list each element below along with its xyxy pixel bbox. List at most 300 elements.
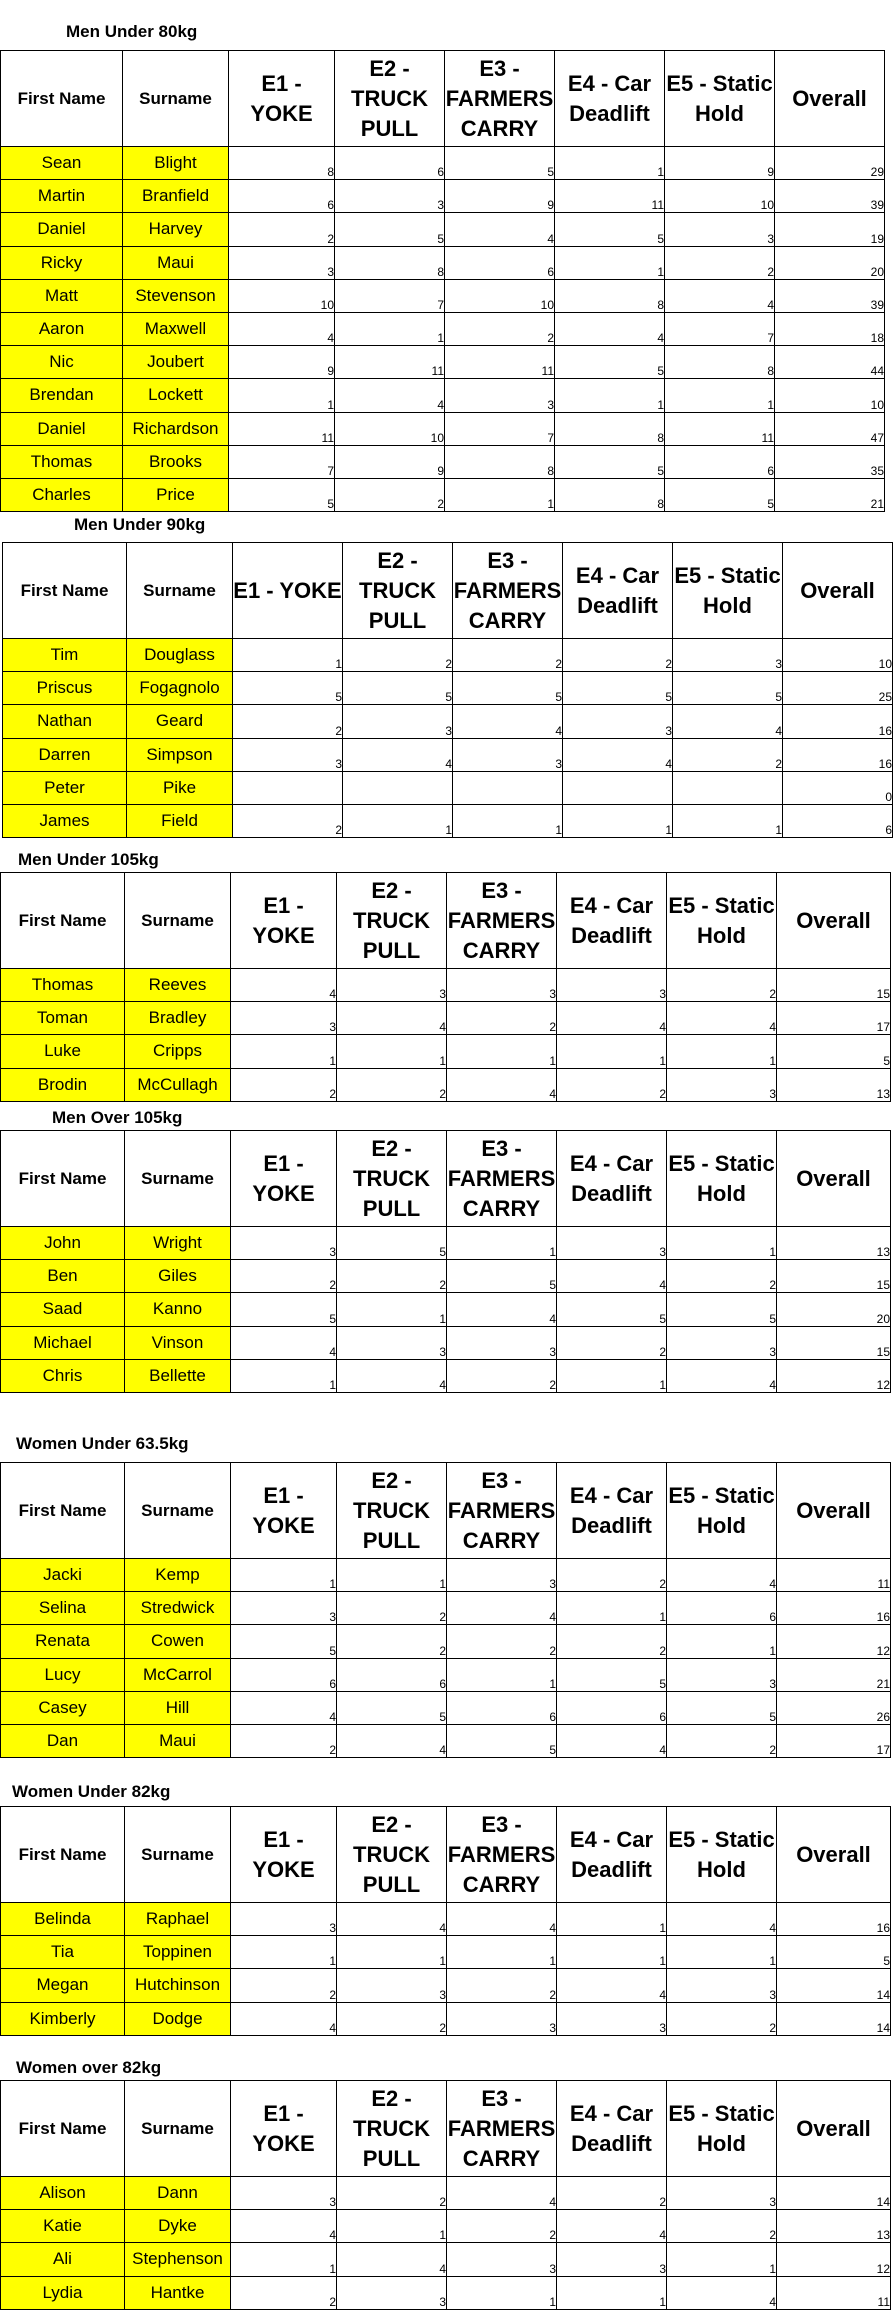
overall-cell: 10 (783, 639, 893, 672)
first-name-cell: Renata (1, 1625, 125, 1658)
overall-cell: 47 (775, 412, 885, 445)
event-score-cell: 1 (343, 804, 453, 837)
table-row (1, 1359, 891, 1392)
event-score-cell: 1 (231, 1035, 337, 1068)
event-score-cell: 2 (337, 1068, 447, 1101)
overall-cell: 16 (777, 1592, 891, 1625)
event-score-cell: 2 (667, 1724, 777, 1757)
event-score-cell: 4 (337, 1359, 447, 1392)
header-e5-static-hold: E5 - Static Hold (665, 51, 775, 147)
table-row (1, 1559, 891, 1592)
event-score-cell: 11 (555, 180, 665, 213)
event-score-cell: 4 (447, 1068, 557, 1101)
table-row (1, 969, 891, 1002)
event-score-cell: 1 (447, 1035, 557, 1068)
overall-cell: 13 (777, 2210, 891, 2243)
first-name-cell: Thomas (1, 445, 123, 478)
header-e3-farmers-carry: E3 - FARMERS CARRY (445, 51, 555, 147)
event-score-cell: 2 (557, 1068, 667, 1101)
table-row (1, 1903, 891, 1936)
event-score-cell: 5 (555, 213, 665, 246)
event-score-cell: 1 (667, 1035, 777, 1068)
event-score-cell: 1 (563, 804, 673, 837)
event-score-cell: 2 (337, 2002, 447, 2035)
results-table (0, 1130, 891, 1393)
overall-cell: 39 (775, 279, 885, 312)
table-row (3, 738, 893, 771)
event-score-cell: 7 (229, 445, 335, 478)
first-name-cell: Daniel (1, 412, 123, 445)
header-e1-yoke: E1 - YOKE (233, 543, 343, 639)
first-name-cell: Ali (1, 2243, 125, 2276)
event-score-cell: 11 (445, 346, 555, 379)
event-score-cell: 2 (337, 1592, 447, 1625)
event-score-cell: 1 (337, 1035, 447, 1068)
header-surname: Surname (125, 873, 231, 969)
event-score-cell: 5 (665, 478, 775, 511)
surname-cell: McCarrol (125, 1658, 231, 1691)
event-score-cell: 5 (667, 1293, 777, 1326)
first-name-cell: Luke (1, 1035, 125, 1068)
event-score-cell: 1 (667, 1936, 777, 1969)
first-name-cell: Aaron (1, 312, 123, 345)
first-name-cell: Ben (1, 1260, 125, 1293)
overall-cell: 15 (777, 969, 891, 1002)
event-score-cell: 1 (231, 1936, 337, 1969)
event-score-cell: 10 (445, 279, 555, 312)
table-row (1, 1658, 891, 1691)
overall-cell: 19 (775, 213, 885, 246)
event-score-cell: 10 (665, 180, 775, 213)
event-score-cell: 4 (557, 2210, 667, 2243)
header-row (3, 543, 893, 639)
surname-cell: Maui (125, 1724, 231, 1757)
event-score-cell: 2 (665, 246, 775, 279)
table-row (1, 445, 885, 478)
header-surname: Surname (125, 2081, 231, 2177)
event-score-cell: 5 (231, 1293, 337, 1326)
event-score-cell: 4 (665, 279, 775, 312)
event-score-cell: 9 (445, 180, 555, 213)
first-name-cell: Tia (1, 1936, 125, 1969)
surname-cell: Cripps (125, 1035, 231, 1068)
event-score-cell: 5 (335, 213, 445, 246)
event-score-cell: 4 (557, 1002, 667, 1035)
surname-cell: Hill (125, 1691, 231, 1724)
event-score-cell: 8 (445, 445, 555, 478)
event-score-cell (673, 771, 783, 804)
header-overall: Overall (783, 543, 893, 639)
first-name-cell: Dan (1, 1724, 125, 1757)
results-table (0, 1806, 891, 2036)
event-score-cell: 4 (229, 312, 335, 345)
event-score-cell (563, 771, 673, 804)
table-row (1, 2210, 891, 2243)
surname-cell: Kanno (125, 1293, 231, 1326)
first-name-cell: Saad (1, 1293, 125, 1326)
event-score-cell: 1 (445, 478, 555, 511)
event-score-cell: 3 (667, 2177, 777, 2210)
event-score-cell: 2 (667, 2002, 777, 2035)
header-overall: Overall (775, 51, 885, 147)
event-score-cell: 10 (229, 279, 335, 312)
header-e2-truck-pull: E2 - TRUCK PULL (337, 1131, 447, 1227)
table-row (1, 147, 885, 180)
first-name-cell: Belinda (1, 1903, 125, 1936)
event-score-cell: 5 (447, 1260, 557, 1293)
event-score-cell: 3 (343, 705, 453, 738)
first-name-cell: Brendan (1, 379, 123, 412)
header-row (1, 873, 891, 969)
event-score-cell: 3 (447, 1326, 557, 1359)
event-score-cell: 3 (557, 2243, 667, 2276)
header-first-name: First Name (1, 873, 125, 969)
surname-cell: Fogagnolo (127, 672, 233, 705)
overall-cell: 0 (783, 771, 893, 804)
header-e3-farmers-carry: E3 - FARMERS CARRY (447, 1131, 557, 1227)
surname-cell: Stephenson (125, 2243, 231, 2276)
event-score-cell: 4 (337, 1903, 447, 1936)
results-table (0, 1462, 891, 1758)
event-score-cell: 3 (229, 246, 335, 279)
event-score-cell: 1 (673, 804, 783, 837)
surname-cell: Brooks (123, 445, 229, 478)
event-score-cell: 11 (335, 346, 445, 379)
event-score-cell: 11 (665, 412, 775, 445)
surname-cell: Giles (125, 1260, 231, 1293)
division-title: Men Under 80kg (66, 22, 198, 41)
surname-cell: Vinson (125, 1326, 231, 1359)
event-score-cell: 2 (667, 1260, 777, 1293)
event-score-cell: 3 (673, 639, 783, 672)
overall-cell: 12 (777, 2243, 891, 2276)
event-score-cell: 2 (335, 478, 445, 511)
event-score-cell: 8 (555, 412, 665, 445)
table-row (1, 1035, 891, 1068)
surname-cell: Dann (125, 2177, 231, 2210)
header-row (1, 2081, 891, 2177)
event-score-cell: 1 (231, 1359, 337, 1392)
table-row (3, 639, 893, 672)
event-score-cell: 3 (231, 1903, 337, 1936)
event-score-cell: 4 (555, 312, 665, 345)
event-score-cell: 5 (667, 1691, 777, 1724)
event-score-cell: 1 (667, 1227, 777, 1260)
header-surname: Surname (125, 1463, 231, 1559)
event-score-cell: 1 (557, 1592, 667, 1625)
header-row (1, 1131, 891, 1227)
overall-cell: 13 (777, 1068, 891, 1101)
event-score-cell: 1 (557, 2276, 667, 2309)
event-score-cell: 8 (665, 346, 775, 379)
event-score-cell: 3 (557, 2002, 667, 2035)
event-score-cell: 3 (667, 1326, 777, 1359)
table-row (1, 412, 885, 445)
first-name-cell: Michael (1, 1326, 125, 1359)
event-score-cell: 2 (563, 639, 673, 672)
event-score-cell: 10 (335, 412, 445, 445)
division-title: Women Under 82kg (12, 1782, 171, 1801)
surname-cell: Stredwick (125, 1592, 231, 1625)
event-score-cell: 1 (231, 2243, 337, 2276)
table-row (1, 1691, 891, 1724)
first-name-cell: Katie (1, 2210, 125, 2243)
event-score-cell: 5 (673, 672, 783, 705)
event-score-cell: 8 (335, 246, 445, 279)
header-overall: Overall (777, 1463, 891, 1559)
event-score-cell: 2 (453, 639, 563, 672)
surname-cell: McCullagh (125, 1068, 231, 1101)
header-e4-car-deadlift: E4 - Car Deadlift (557, 873, 667, 969)
event-score-cell: 4 (447, 2177, 557, 2210)
event-score-cell: 1 (557, 1359, 667, 1392)
header-e2-truck-pull: E2 - TRUCK PULL (337, 873, 447, 969)
header-overall: Overall (777, 1807, 891, 1903)
first-name-cell: Peter (3, 771, 127, 804)
header-e5-static-hold: E5 - Static Hold (673, 543, 783, 639)
overall-cell: 21 (775, 478, 885, 511)
header-e4-car-deadlift: E4 - Car Deadlift (557, 1131, 667, 1227)
first-name-cell: Nathan (3, 705, 127, 738)
overall-cell: 12 (777, 1359, 891, 1392)
event-score-cell: 6 (447, 1691, 557, 1724)
event-score-cell: 5 (555, 445, 665, 478)
results-table (2, 542, 893, 838)
header-e5-static-hold: E5 - Static Hold (667, 1131, 777, 1227)
event-score-cell: 4 (343, 738, 453, 771)
event-score-cell: 4 (337, 1724, 447, 1757)
header-first-name: First Name (3, 543, 127, 639)
overall-cell: 18 (775, 312, 885, 345)
overall-cell: 15 (777, 1260, 891, 1293)
event-score-cell: 1 (555, 246, 665, 279)
event-score-cell: 2 (673, 738, 783, 771)
surname-cell: Douglass (127, 639, 233, 672)
surname-cell: Pike (127, 771, 233, 804)
first-name-cell: Toman (1, 1002, 125, 1035)
event-score-cell: 4 (563, 738, 673, 771)
event-score-cell: 3 (667, 1658, 777, 1691)
event-score-cell: 1 (557, 1903, 667, 1936)
event-score-cell: 2 (447, 1002, 557, 1035)
event-score-cell: 1 (665, 379, 775, 412)
event-score-cell: 1 (233, 639, 343, 672)
event-score-cell: 2 (343, 639, 453, 672)
header-e2-truck-pull: E2 - TRUCK PULL (343, 543, 453, 639)
results-table (0, 50, 885, 512)
table-row (3, 705, 893, 738)
event-score-cell: 4 (337, 1002, 447, 1035)
surname-cell: Field (127, 804, 233, 837)
event-score-cell: 1 (337, 1293, 447, 1326)
event-score-cell: 6 (231, 1658, 337, 1691)
event-score-cell: 3 (337, 2276, 447, 2309)
event-score-cell: 3 (231, 1227, 337, 1260)
event-score-cell: 1 (337, 2210, 447, 2243)
surname-cell: Wright (125, 1227, 231, 1260)
event-score-cell: 3 (447, 2243, 557, 2276)
header-row (1, 1807, 891, 1903)
header-e4-car-deadlift: E4 - Car Deadlift (557, 1807, 667, 1903)
event-score-cell (343, 771, 453, 804)
division-title: Women Under 63.5kg (16, 1434, 189, 1453)
event-score-cell: 5 (563, 672, 673, 705)
event-score-cell: 5 (337, 1227, 447, 1260)
event-score-cell: 4 (337, 2243, 447, 2276)
surname-cell: Hantke (125, 2276, 231, 2309)
header-first-name: First Name (1, 1131, 125, 1227)
overall-cell: 14 (777, 2002, 891, 2035)
event-score-cell: 1 (447, 2276, 557, 2309)
table-row (1, 180, 885, 213)
event-score-cell: 2 (447, 2210, 557, 2243)
first-name-cell: Lydia (1, 2276, 125, 2309)
event-score-cell: 3 (667, 1068, 777, 1101)
header-e1-yoke: E1 - YOKE (231, 2081, 337, 2177)
event-score-cell: 9 (335, 445, 445, 478)
event-score-cell: 3 (337, 1326, 447, 1359)
header-row (1, 51, 885, 147)
event-score-cell: 4 (667, 1903, 777, 1936)
event-score-cell: 1 (337, 1936, 447, 1969)
event-score-cell: 2 (231, 1068, 337, 1101)
event-score-cell: 6 (557, 1691, 667, 1724)
division-title: Men Over 105kg (52, 1108, 183, 1127)
event-score-cell: 3 (447, 2002, 557, 2035)
surname-cell: Raphael (125, 1903, 231, 1936)
event-score-cell: 4 (447, 1592, 557, 1625)
table-row (1, 246, 885, 279)
header-e1-yoke: E1 - YOKE (231, 1807, 337, 1903)
event-score-cell: 2 (557, 1326, 667, 1359)
first-name-cell: Casey (1, 1691, 125, 1724)
event-score-cell: 5 (229, 478, 335, 511)
event-score-cell: 4 (445, 213, 555, 246)
header-overall: Overall (777, 2081, 891, 2177)
surname-cell: Simpson (127, 738, 233, 771)
surname-cell: Kemp (125, 1559, 231, 1592)
header-e1-yoke: E1 - YOKE (231, 873, 337, 969)
event-score-cell: 3 (557, 969, 667, 1002)
surname-cell: Lockett (123, 379, 229, 412)
event-score-cell: 8 (555, 478, 665, 511)
event-score-cell: 3 (563, 705, 673, 738)
event-score-cell: 1 (667, 2243, 777, 2276)
event-score-cell: 2 (231, 1969, 337, 2002)
surname-cell: Harvey (123, 213, 229, 246)
event-score-cell: 2 (337, 1625, 447, 1658)
event-score-cell: 6 (229, 180, 335, 213)
division-title: Men Under 105kg (18, 850, 159, 869)
first-name-cell: John (1, 1227, 125, 1260)
surname-cell: Toppinen (125, 1936, 231, 1969)
event-score-cell: 3 (233, 738, 343, 771)
table-row (1, 1293, 891, 1326)
surname-cell: Branfield (123, 180, 229, 213)
overall-cell: 14 (777, 2177, 891, 2210)
event-score-cell: 5 (233, 672, 343, 705)
first-name-cell: Alison (1, 2177, 125, 2210)
overall-cell: 16 (777, 1903, 891, 1936)
surname-cell: Maxwell (123, 312, 229, 345)
event-score-cell: 3 (335, 180, 445, 213)
overall-cell: 25 (783, 672, 893, 705)
event-score-cell: 6 (337, 1658, 447, 1691)
event-score-cell: 4 (231, 1326, 337, 1359)
table-row (1, 1625, 891, 1658)
event-score-cell: 1 (453, 804, 563, 837)
table-row (1, 346, 885, 379)
table-row (1, 1068, 891, 1101)
header-e2-truck-pull: E2 - TRUCK PULL (337, 2081, 447, 2177)
event-score-cell: 3 (231, 1002, 337, 1035)
event-score-cell: 2 (557, 1625, 667, 1658)
header-e1-yoke: E1 - YOKE (229, 51, 335, 147)
event-score-cell: 1 (557, 1936, 667, 1969)
event-score-cell: 5 (557, 1293, 667, 1326)
event-score-cell: 3 (231, 1592, 337, 1625)
first-name-cell: Martin (1, 180, 123, 213)
first-name-cell: Megan (1, 1969, 125, 2002)
event-score-cell: 7 (335, 279, 445, 312)
event-score-cell: 2 (447, 1625, 557, 1658)
table-row (1, 312, 885, 345)
event-score-cell: 1 (231, 1559, 337, 1592)
event-score-cell: 2 (557, 1559, 667, 1592)
surname-cell: Hutchinson (125, 1969, 231, 2002)
header-row (1, 1463, 891, 1559)
overall-cell: 17 (777, 1002, 891, 1035)
overall-cell: 39 (775, 180, 885, 213)
overall-cell: 29 (775, 147, 885, 180)
header-surname: Surname (125, 1807, 231, 1903)
header-e4-car-deadlift: E4 - Car Deadlift (557, 2081, 667, 2177)
first-name-cell: Chris (1, 1359, 125, 1392)
surname-cell: Blight (123, 147, 229, 180)
event-score-cell: 1 (555, 147, 665, 180)
event-score-cell: 8 (555, 279, 665, 312)
overall-cell: 16 (783, 738, 893, 771)
first-name-cell: Darren (3, 738, 127, 771)
event-score-cell: 4 (231, 1691, 337, 1724)
first-name-cell: Kimberly (1, 2002, 125, 2035)
overall-cell: 44 (775, 346, 885, 379)
event-score-cell: 2 (337, 2177, 447, 2210)
event-score-cell: 2 (231, 1724, 337, 1757)
event-score-cell: 1 (667, 1625, 777, 1658)
overall-cell: 5 (777, 1035, 891, 1068)
table-row (1, 1936, 891, 1969)
event-score-cell: 2 (231, 1260, 337, 1293)
table-row (1, 1260, 891, 1293)
overall-cell: 21 (777, 1658, 891, 1691)
header-e1-yoke: E1 - YOKE (231, 1131, 337, 1227)
event-score-cell: 6 (335, 147, 445, 180)
overall-cell: 6 (783, 804, 893, 837)
header-first-name: First Name (1, 51, 123, 147)
first-name-cell: Selina (1, 1592, 125, 1625)
overall-cell: 5 (777, 1936, 891, 1969)
table-row (1, 2243, 891, 2276)
event-score-cell: 2 (667, 2210, 777, 2243)
event-score-cell: 4 (231, 2002, 337, 2035)
event-score-cell: 3 (337, 1969, 447, 2002)
event-score-cell: 4 (673, 705, 783, 738)
table-row (1, 379, 885, 412)
event-score-cell: 1 (447, 1658, 557, 1691)
event-score-cell: 2 (447, 1969, 557, 2002)
overall-cell: 12 (777, 1625, 891, 1658)
